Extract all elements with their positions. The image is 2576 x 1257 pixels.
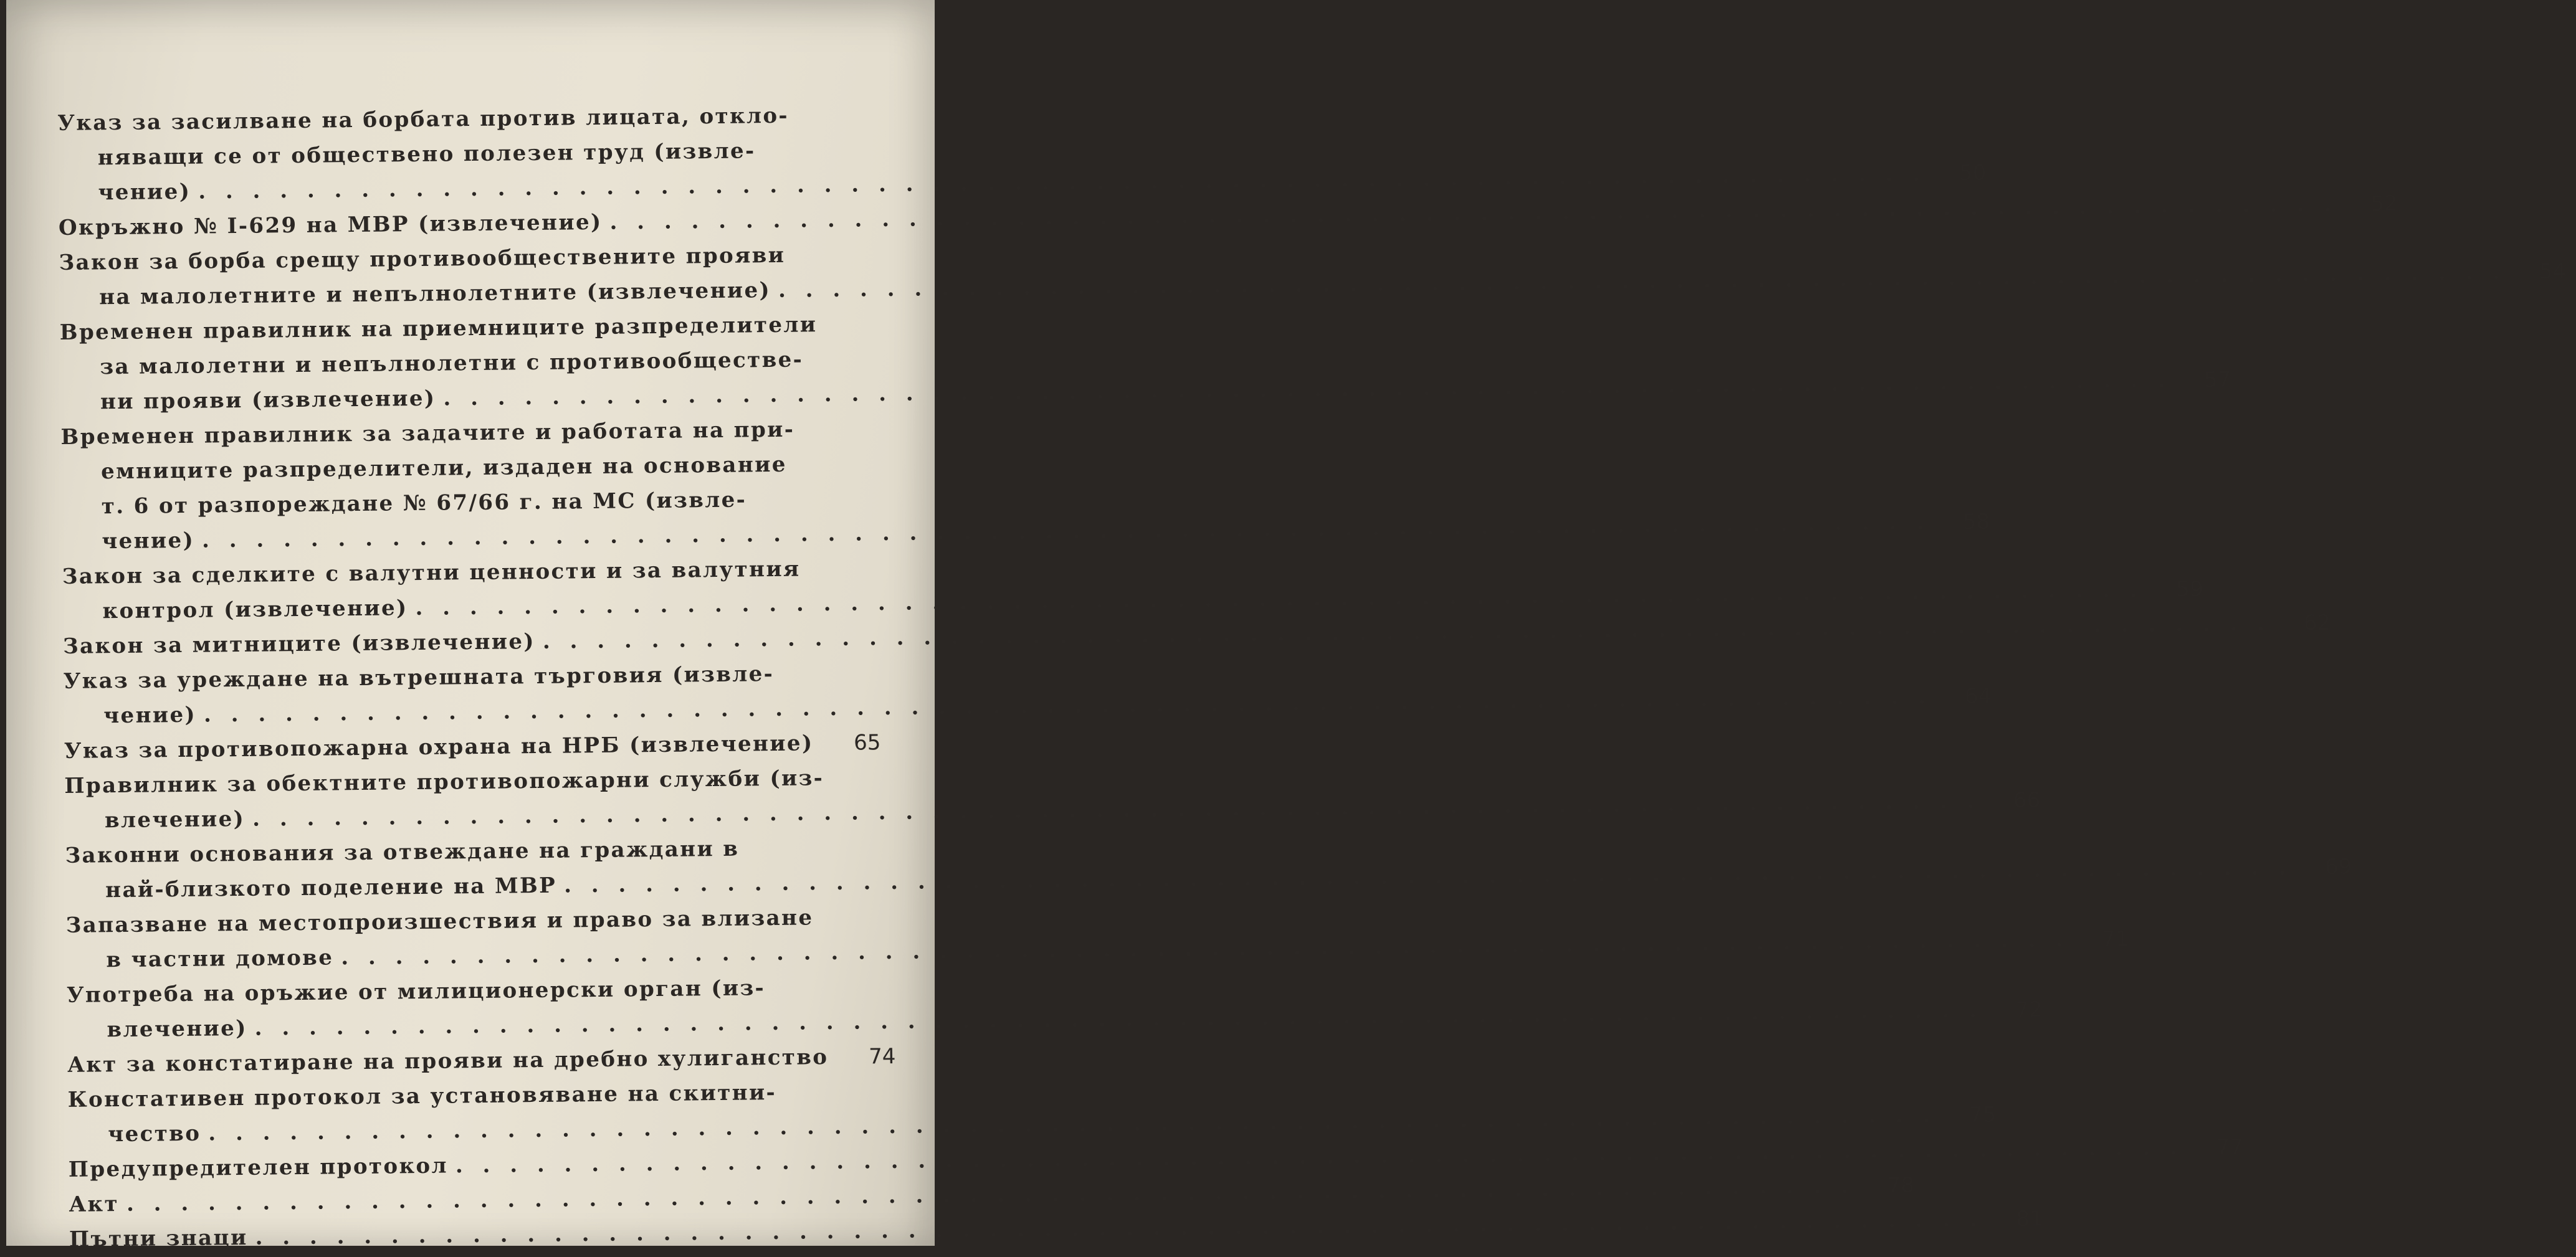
toc-entry-title: Правилник за обектните противопожарни служби (из- xyxy=(64,766,824,799)
toc-entry-title: Временен правилник на приемниците разпределители xyxy=(59,312,818,345)
toc-entry-title: Предупредителен протокол xyxy=(68,1153,449,1182)
toc-entry-title: Указ за засилване на борбата против лицата, откло- xyxy=(57,103,789,136)
toc-entry xyxy=(63,656,1992,734)
toc-entry-title: чение) xyxy=(102,528,195,554)
page-number: 69 xyxy=(2324,854,2352,880)
page-number: 50 xyxy=(1958,160,1987,186)
page-number: 57 xyxy=(2204,367,2231,392)
toc-entry-title: чество xyxy=(108,1121,201,1147)
toc-entry-title: Употреба на оръжие от милиционерски орган (из- xyxy=(66,975,766,1008)
page-number: 64 xyxy=(1964,683,1992,709)
toc-entry-title: емниците разпределители, издаден на основание xyxy=(100,452,788,485)
toc-entry xyxy=(66,970,2043,1048)
toc-entry-title: Временен правилник за задачите и работата на при- xyxy=(60,417,795,450)
toc-entry xyxy=(65,900,2129,978)
toc-entry-title: Акт за констатиране на прояви на дребно хулиганство xyxy=(67,1045,829,1078)
toc-entry xyxy=(59,237,2567,315)
book-page xyxy=(6,0,2567,1252)
toc-entry-title: Законни основания за отвеждане на граждани в xyxy=(65,836,740,868)
toc-entry xyxy=(59,307,2231,420)
toc-entry-title: ни прояви (извлечение) xyxy=(100,386,436,415)
toc-entry-title: за малолетни и непълнолетни с противообществе- xyxy=(100,347,804,380)
page-number: 59 xyxy=(2176,576,2203,602)
toc-entry-title: контрол (извлечение) xyxy=(102,595,408,624)
page-number: 81 xyxy=(2016,1206,2043,1232)
toc-entry-title: чение) xyxy=(98,179,191,206)
toc-line xyxy=(69,1206,2043,1257)
toc-entry-title: в частни домове xyxy=(106,945,334,973)
page-number: 74 xyxy=(868,1043,896,1070)
toc-entry xyxy=(65,830,2352,908)
toc-entry-title: Акт xyxy=(69,1192,120,1217)
toc-entry-title: чение) xyxy=(103,702,197,729)
page-number: 66 xyxy=(2013,787,2041,813)
toc-entry xyxy=(67,1074,1996,1152)
toc-entry-title: Закон за борба срещу противообществените прояви xyxy=(59,242,786,275)
toc-entry-title: Указ за противопожарна охрана на НРБ (извлечение) xyxy=(64,731,814,764)
toc-entry-title: влечение) xyxy=(104,806,246,833)
toc-entry-title: влечение) xyxy=(107,1015,247,1043)
dot-leader xyxy=(778,255,2507,308)
page-number: 78 xyxy=(1887,1172,1915,1198)
page-number: 75 xyxy=(1968,1102,1996,1127)
page-number: 54 xyxy=(2539,259,2567,285)
page-number: 77 xyxy=(2216,1134,2244,1160)
toc-entry-title: Пътни знаци xyxy=(69,1225,248,1252)
page-number: 52 xyxy=(2370,191,2398,217)
toc-entry-title: Закон за митниците (извлечение) xyxy=(62,629,536,659)
page-number: 58 xyxy=(1962,509,1990,535)
page-number: 65 xyxy=(853,730,881,756)
toc-entry-title: Констативен протокол за установяване на скитни- xyxy=(67,1080,777,1112)
toc-entry-title: Указ за уреждане на вътрешната търговия (извле- xyxy=(63,662,775,694)
toc-entry-title: Запазване на местопроизшествия и право за влизане xyxy=(65,905,814,938)
toc-entry-title: най-близкото поделение на МВР xyxy=(105,873,557,903)
page-number: 72 xyxy=(2015,997,2043,1023)
toc-entry-title: на малолетните и непълнолетните (извлечение) xyxy=(99,278,771,310)
toc-entry-title: Закон за сделките с валутни ценности и за валутния xyxy=(62,556,801,589)
toc-entry xyxy=(64,761,2041,838)
toc-entry-title: т. 6 от разпореждане № 67/66 г. на МС (извле- xyxy=(101,487,747,519)
toc-entry xyxy=(69,1206,2043,1257)
toc-entry xyxy=(57,98,1987,211)
table-of-contents xyxy=(57,98,2567,1257)
page-number: 62 xyxy=(2303,610,2331,636)
toc-entry xyxy=(62,551,2203,629)
toc-entry-title: Окръжно № I-629 на МВР (извлечение) xyxy=(58,209,603,240)
toc-entry xyxy=(60,412,1990,559)
toc-entry-title: няващи се от обществено полезен труд (извле- xyxy=(97,138,756,171)
page-number: 71 xyxy=(2101,926,2129,952)
